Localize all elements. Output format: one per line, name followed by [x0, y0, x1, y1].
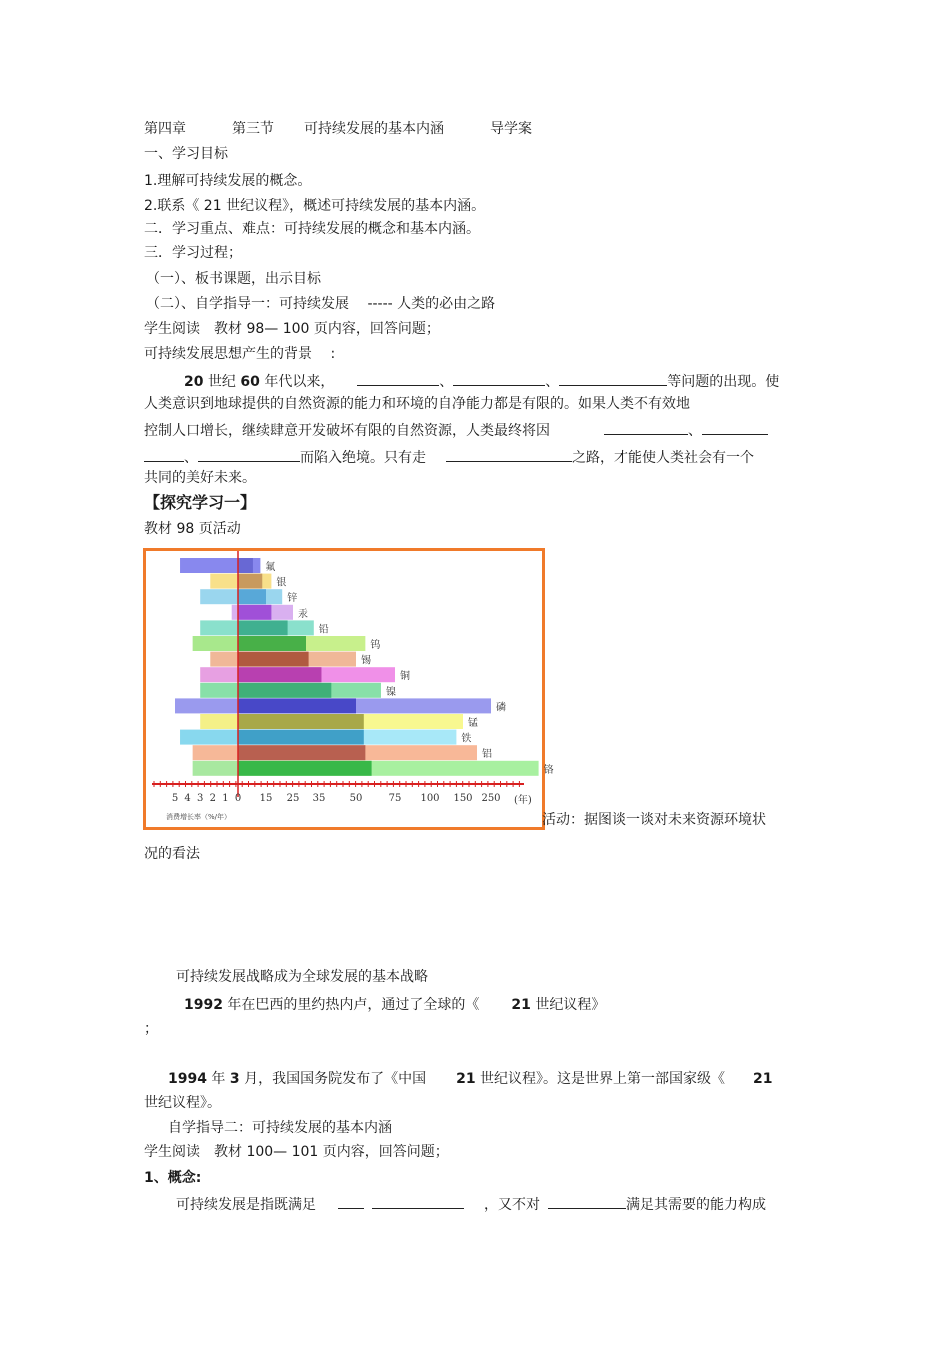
- topic-title: 可持续发展的基本内涵: [304, 121, 444, 137]
- separator: 、: [439, 374, 454, 390]
- left-tick-label: 1: [222, 793, 229, 804]
- year-1992: 1992: [184, 997, 223, 1013]
- category-label: 银: [276, 577, 287, 589]
- static-reserve-bar: [238, 730, 364, 745]
- growth-bar: [210, 574, 238, 589]
- static-reserve-bar: [238, 636, 306, 651]
- guide-2: 自学指导二：可持续发展的基本内涵: [168, 1120, 392, 1136]
- category-label: 锌: [287, 593, 298, 605]
- concept-comma: ，又不对: [484, 1197, 540, 1213]
- reading-task-2: 学生阅读 教材 100— 101 页内容，回答问题；: [144, 1144, 449, 1160]
- year-20: 20: [184, 374, 204, 390]
- resource-chart-svg: [146, 551, 554, 827]
- chapter-label: 第四章: [144, 121, 186, 137]
- left-tick-label: 2: [209, 793, 216, 804]
- right-unit-label: (年): [514, 795, 532, 806]
- step-1: （一）、板书课题，出示目标: [146, 271, 321, 287]
- para1-text-d: 之路，才能使人类社会有一个: [572, 450, 754, 466]
- category-label: 汞: [298, 608, 308, 620]
- category-label: 铬: [543, 764, 554, 776]
- growth-bar: [180, 730, 238, 745]
- activity-prompt: 活动：据图谈一谈对未来资源环境状: [542, 812, 766, 828]
- static-reserve-bar: [238, 558, 253, 573]
- growth-bar: [210, 652, 238, 667]
- right-tick-label: 35: [312, 793, 326, 804]
- para1-text-a: 年代以来，: [264, 374, 335, 390]
- key-points: 二．学习重点、难点：可持续发展的概念和基本内涵。: [144, 221, 480, 237]
- blank-field[interactable]: [453, 371, 545, 386]
- static-reserve-bar: [238, 761, 372, 776]
- num-21: 21: [753, 1071, 773, 1087]
- para1-line3: [144, 420, 768, 440]
- right-tick-label: 25: [286, 793, 300, 804]
- category-label: 锰: [468, 718, 478, 729]
- para1-line3-text: 控制人口增长，继续肆意开发破坏有限的自然资源，人类最终将因: [144, 423, 550, 439]
- growth-bar: [232, 605, 238, 620]
- para1-text-b: 等问题的出现。使: [667, 374, 780, 390]
- separator: 、: [688, 423, 702, 439]
- year-60: 60: [240, 374, 260, 390]
- num-21: 21: [511, 997, 531, 1013]
- month-3: 3: [229, 1071, 240, 1087]
- category-label: 镍: [385, 686, 396, 698]
- blank-field[interactable]: [144, 447, 184, 462]
- activity-prompt-cont: 况的看法: [144, 846, 200, 862]
- text-1994b: 世纪议程》。这是世界上第一部国家级《: [480, 1071, 726, 1087]
- left-tick-label: 5: [171, 793, 179, 804]
- blank-field[interactable]: [559, 371, 667, 386]
- category-label: 铁: [461, 733, 472, 745]
- text-1994: 月，我国国务院发布了《中国: [244, 1071, 427, 1087]
- background-label: 可持续发展思想产生的背景 :: [144, 346, 336, 362]
- resource-chart: [143, 548, 554, 830]
- static-reserve-bar: [238, 589, 266, 604]
- blank-field[interactable]: [338, 1194, 364, 1209]
- para1-line2: 人类意识到地球提供的自然资源的能力和环境的自净能力都是有限的。如果人类不有效地: [144, 396, 690, 412]
- text-1992: 年在巴西的里约热内卢，通过了全球的《: [227, 997, 480, 1013]
- semicolon: ；: [144, 1021, 158, 1037]
- static-reserve-bar: [238, 620, 288, 635]
- concept-text-a: 可持续发展是指既满足: [176, 1197, 316, 1213]
- left-tick-label: 4: [184, 793, 191, 804]
- strategy-title: 可持续发展战略成为全球发展的基本战略: [176, 969, 428, 985]
- year-1994: 1994: [168, 1071, 207, 1087]
- category-label: 钨: [370, 640, 381, 651]
- category-label: 锡: [361, 655, 371, 667]
- explore-source: 教材 98 页活动: [144, 521, 241, 537]
- static-reserve-bar: [238, 667, 321, 682]
- blank-field[interactable]: [702, 420, 768, 435]
- growth-bar: [193, 745, 238, 760]
- blank-field[interactable]: [198, 447, 300, 462]
- strategy-1994-line2: 世纪议程》。: [144, 1095, 221, 1111]
- growth-bar: [200, 714, 238, 729]
- left-tick-label: 3: [197, 793, 204, 804]
- right-tick-label: 15: [259, 793, 273, 804]
- right-tick-label: 250: [481, 793, 501, 804]
- concept-label: 1、概念:: [144, 1170, 202, 1186]
- process-heading: 三．学习过程；: [144, 245, 242, 261]
- growth-bar: [200, 667, 238, 682]
- static-reserve-bar: [238, 745, 365, 760]
- word-century: 世纪: [207, 374, 236, 390]
- static-reserve-bar: [238, 574, 262, 589]
- word-year: 年: [211, 1071, 226, 1087]
- category-label: 氟: [265, 562, 276, 573]
- blank-field[interactable]: [604, 420, 688, 435]
- blank-field[interactable]: [446, 447, 572, 462]
- step-2: （二）、自学指导一：可持续发展 ----- 人类的必由之路: [146, 296, 496, 312]
- growth-bar: [193, 761, 238, 776]
- growth-bar: [175, 698, 238, 713]
- static-reserve-bar: [238, 698, 356, 713]
- growth-bar: [200, 620, 238, 635]
- reading-task-1: 学生阅读 教材 98— 100 页内容，回答问题；: [144, 321, 440, 337]
- growth-bar: [180, 558, 238, 573]
- category-label: 铝: [482, 749, 492, 761]
- concept-text-b: 满足其需要的能力构成: [626, 1197, 766, 1213]
- blank-field[interactable]: [357, 371, 439, 386]
- growth-bar: [200, 589, 238, 604]
- separator: 、: [184, 450, 198, 466]
- right-tick-label: 100: [420, 793, 440, 804]
- right-tick-label: 50: [349, 793, 363, 804]
- static-reserve-bar: [238, 652, 309, 667]
- explore-title: 【探究学习一】: [144, 493, 257, 512]
- static-reserve-bar: [238, 605, 271, 620]
- goals-heading: 一、学习目标: [144, 146, 228, 162]
- static-reserve-bar: [238, 683, 331, 698]
- text-agenda: 世纪议程》: [535, 997, 606, 1013]
- para1-line5: 共同的美好未来。: [144, 470, 256, 486]
- category-label: 铜: [400, 671, 410, 683]
- para1-line1: [184, 371, 779, 391]
- right-tick-label: 150: [453, 793, 473, 804]
- category-label: 铅: [318, 624, 329, 636]
- para1-line4: [144, 447, 754, 467]
- static-reserve-bar: [238, 714, 364, 729]
- growth-bar: [200, 683, 238, 698]
- strategy-1992: [184, 996, 605, 1014]
- section-label: 第三节: [232, 121, 274, 137]
- strategy-1994: [168, 1070, 773, 1088]
- goal-item-1: 1.理解可持续发展的概念。: [144, 173, 312, 189]
- blank-field[interactable]: [548, 1194, 626, 1209]
- left-axis-label: 消费增长率（%/年）: [166, 813, 232, 821]
- doc-header: [144, 120, 532, 138]
- para1-text-c: 而陷入绝境。只有走: [300, 450, 426, 466]
- left-tick-label: 0: [234, 793, 242, 804]
- concept-line: [176, 1194, 766, 1214]
- category-label: 磷: [496, 702, 506, 714]
- num-21: 21: [456, 1071, 476, 1087]
- blank-field[interactable]: [372, 1194, 464, 1209]
- right-tick-label: 75: [388, 793, 402, 804]
- doc-type: 导学案: [490, 121, 532, 137]
- growth-bar: [193, 636, 238, 651]
- goal-item-2: 2.联系《 21 世纪议程》，概述可持续发展的基本内涵。: [144, 198, 486, 214]
- separator: 、: [545, 374, 560, 390]
